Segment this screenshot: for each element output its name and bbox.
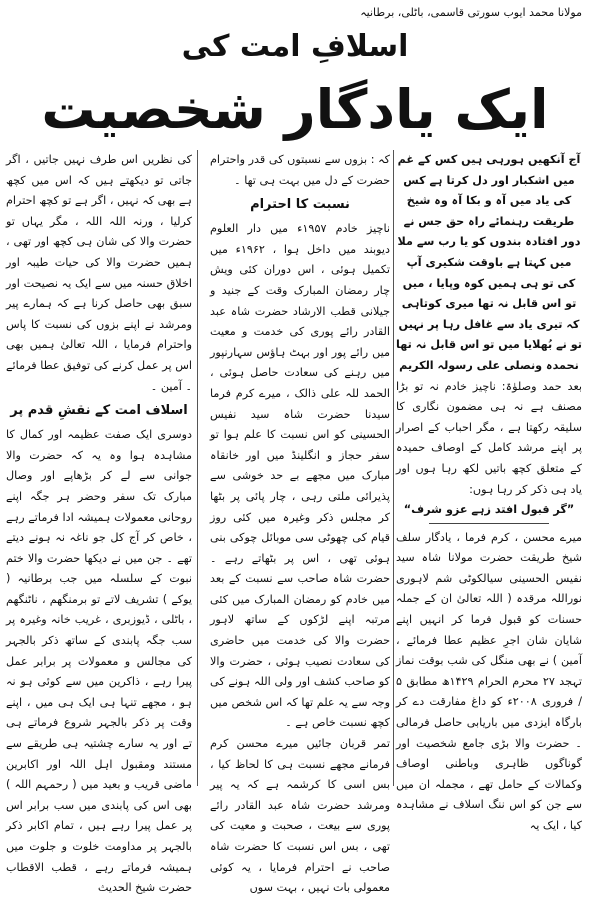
paragraph: دوسری ایک صفت عظیمہ اور کمال کا مشاہدہ ہوا وہ یہ کہ حضرت والا جوانی سے لے کر بڑھاپے اور وصال مبارک تک سفر وحضر ہر جگہ اپنے روحانی معمولات ہمیشہ ادا فرماتے رہے ، خاص کر آج کل جو ناغہ نہ ہونے دیتے تھے ۔ جن میں نے دیکھا حضرت والا ختم نبوت کے سلسلہ میں جب برطانیہ ( یوکے ) تشریف لاتے تو برمنگھم ، ناٹنگھم ، باٹلی ، ڈیوزبری ، غریب خانہ وغیرہ پر سب جگہ پابندی کے ساتھ ذکر بالجہر کی مجالس و معمولات پر برابر عمل پیرا رہے ، ذاکرین میں سے کوئی ہو نہ ہو ، مجھے تنہا ہی ایک ہی میں ، اپنے وقت پر ذکر بالجہر شروع فرماتے ہی تے اور یہ سارے چشتیہ ہی طریقے سے مستند ومقبول اہل اللہ اور اکابرین ماضی قریب و بعید میں ( رحمہم اللہ ) بھی اس کی پابندی میں سب برابر اس پر عمل پیرا رہے ہیں ، تمام اکابر ذکر بالجہر پر مداومت خلوت و جلوت میں ہمیشہ فرماتے رہے ، قطب الاقطاب حضرت شیخ الحدیث: [6, 428, 192, 895]
invocation: نحمدہ ونصلی علی رسولہ الکریم: [399, 358, 579, 372]
article-title-top: اسلافِ امت کی: [181, 29, 409, 64]
column-divider: [197, 150, 198, 786]
paragraph: میرے محسن ، کرم فرما ، یادگار سلف شیخ طریقت حضرت مولانا شاہ سید نفیس الحسینی سیالکوٹی شم لاہوری نوراللہ مرقدہ ( اللہ تعالیٰ ان کے جملہ حسنات کو قبول فرما کر انہیں اپنے شایان شان اجرِ عظیم عطا فرمائے ، آمین ) نے بھی منگل کی شب بوقت نماز تہجد ۲۷ محرم الحرام ۱۴۲۹ھ مطابق ۵ / فروری ۲۰۰۸ء کو داغ مفارقت دے کر بارگاہ ایزدی میں باریابی حاصل فرمالی ۔ حضرت والا بڑی جامع شخصیت اور گوناگوں ظاہری وباطنی اوصاف وکمالات کے حامل تھے ، مجملہ ان میں سے جن کو اس ننگ اسلاف نے مشاہدہ کیا ، ایک یہ: [396, 530, 583, 832]
paragraph: ناچیز خادم ۱۹۵۷ء میں دار العلوم دیوبند میں داخل ہوا ، ۱۹۶۲ء میں تکمیل ہوئی ، اس دوران کئی ویش چار رمضان المبارک وقت کے جنید و جیلانی قطب الارشاد حضرت شاہ عبد القادر رائے پوری کی خدمت و معیت میں رائے پور اور بہٹ ہاؤس سہارنپور میں رہنے کی سعادت حاصل ہوئی ، الحمد للہ علی ذالک ، میرے کرم فرما سیدنا حضرت شاہ سید نفیس الحسینی کو اس نسبت کا علم ہوا تو سفر حجاز و انگلینڈ میں اور خانقاہ مبارک میں مجھے بے حد خوشی سے پذیرائی ملتی رہی ، چار پائی پر بٹھا کر مجلس ذکر وغیرہ میں کئی روز قیام کی چھوٹی سی موبائل چوکی بنی ہوئی تھی ، اس پر بٹھاتے رہے ۔ حضرت شاہ صاحب سے نسبت کے بعد میں خادم کو رمضان المبارک میں کئی مرتبہ اپنے لڑکوں کے ساتھ لاہور حضرت والا کی خدمت میں حاضری کی سعادت نصیب ہوئی ، حضرت والا کو صاحب کشف اور ولی اللہ ہونے کی وجہ سے یہ علم تھا کہ اس شخص میں کچھ نسبت خاص ہے ۔: [210, 222, 391, 730]
article-title-main: ایک یادگار شخصیت: [41, 78, 549, 141]
paragraph: کہ : بزوں سے نسبتوں کی قدر واحترام حضرت کے دل میں بہت ہی تھا ۔: [210, 153, 390, 187]
column-middle: [210, 150, 391, 895]
column-divider: [393, 150, 394, 786]
section-heading: نسبت کا احترام: [250, 197, 350, 213]
column-right: [396, 150, 583, 832]
section-heading: اسلاف امت کے نقشِ قدم پر: [10, 403, 188, 419]
paragraph: بعد حمد وصلوٰۃ: ناچیز خادم نہ تو بڑا مصنف ہے نہ ہی مضمون نگاری کا سلیقہ رکھتا ہے ، مگر احباب کے اصرار پر اپنے مرشد کامل کے اوصاف حمیدہ کے متعلق کچھ باتیں لکھ رہا ہوں اور یاد ہی ذکر کر رہا ہوں:: [396, 379, 582, 496]
opening-poem: آج آنکھیں ہورہی ہیں کس کے غم میں اشکبار اور دل کرتا ہے کس کی یاد میں آہ و بکا آہ وہ شیخ طریقت رہنمائے راہ حق جس نے دور افتادہ بندوں کو یا رب سے ملا میں کہتا ہے باوقت شکیری آپ کی تو ہی ہمیں کوہ وپایا ، میں تو اس قابل نہ تھا میری کوتاہی کہ تیری یاد سے غافل رہا پر نہیں تو نے بُھلایا میں تو اس قابل نہ تھا: [396, 153, 582, 352]
author-byline: مولانا محمد ایوب سورتی قاسمی، باٹلی، برطانیہ: [360, 6, 582, 19]
paragraph: کی نظریں اس طرف نہیں جاتیں ، اگر جاتی تو دیکھتے ہیں کہ اس میں کچھ ہے بھی کہ نہیں ، اگر ہے تو کچھ احترام کرلیا ، ورنہ اللہ اللہ ، مگر یہاں تو حضرت والا کی شان ہی کچھ اور تھی ، ہمیں حضرت والا کی حیات طیبہ اور اخلاق حسنہ میں سے ایک یہ نصیحت اور سبق بھی حاصل کرنا ہے کہ ہمارے پیر ومرشد نے اپنے بزوں کی نسبت کا پاس واحترام فرمایا ، اللہ تعالیٰ ہمیں بھی اس پر عمل کرنے کی توفیق عطا فرمائے ۔ آمین ۔: [6, 153, 192, 393]
paragraph: تمر قربان جائیں میرے محسن کرم فرمانے مجھے نسبت ہی کا لحاظ کیا ، بس اسی کا کرشمہ ہے کہ یہ پیر ومرشد حضرت شاہ عبد القادر رائے پوری سے بیعت ، صحبت و معیت کی تھی ، بس اس نسبت کا حضرت شاہ صاحب نے احترام فرمایا ، یہ کوئی معمولی بات نہیں ، بہت سوں: [210, 737, 390, 895]
column-left: [6, 150, 192, 895]
quote-underline: [429, 523, 549, 524]
persian-quote: ”گر قبول افتد زہے عزو شرف“: [403, 503, 575, 517]
